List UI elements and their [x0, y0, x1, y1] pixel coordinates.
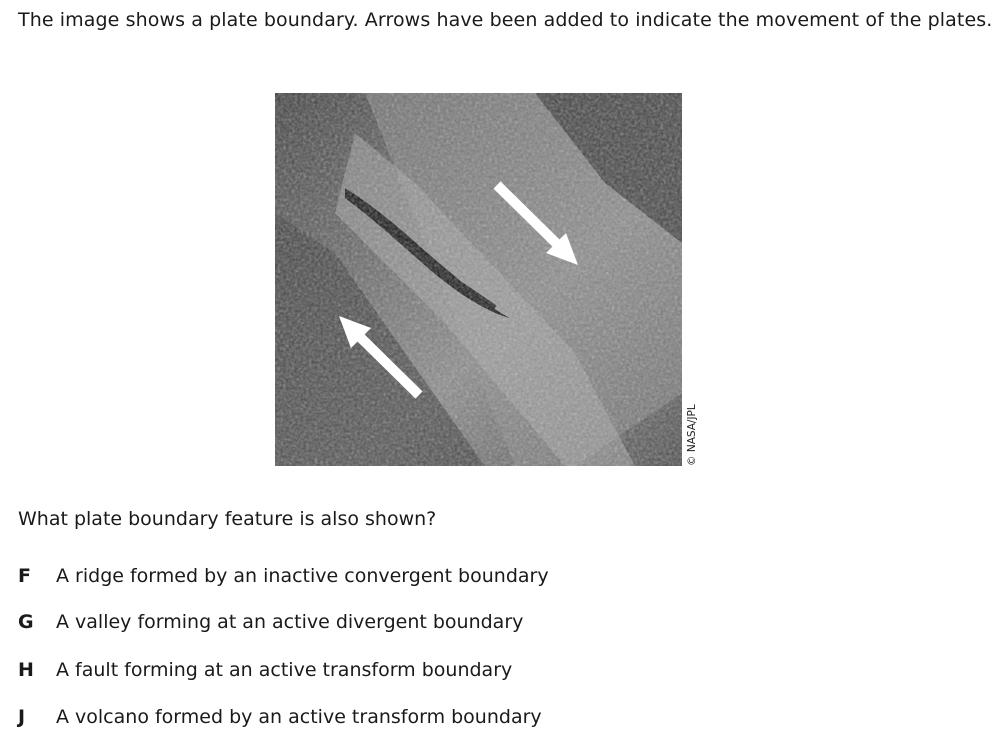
answer-choice-j[interactable] [18, 703, 542, 731]
answer-choice-f[interactable] [18, 562, 549, 590]
answer-choice-h[interactable] [18, 656, 512, 684]
image-credit: © NASA/JPL [686, 404, 698, 466]
question-stem: The image shows a plate boundary. Arrows have been added to indicate the movement of the plates. [18, 9, 993, 31]
choice-text: A valley forming at an active divergent boundary [56, 611, 524, 633]
choice-letter: H [18, 659, 34, 681]
satellite-terrain-image [275, 93, 682, 466]
choice-letter: J [18, 706, 26, 728]
answer-choice-g[interactable] [18, 608, 523, 636]
plate-boundary-image [275, 93, 682, 466]
question-prompt: What plate boundary feature is also shown? [18, 508, 437, 530]
choice-text: A ridge formed by an inactive convergent boundary [56, 565, 549, 587]
choice-text: A volcano formed by an active transform boundary [56, 706, 542, 728]
choice-text: A fault forming at an active transform boundary [56, 659, 513, 681]
choice-letter: F [18, 565, 31, 587]
choice-letter: G [18, 611, 34, 633]
